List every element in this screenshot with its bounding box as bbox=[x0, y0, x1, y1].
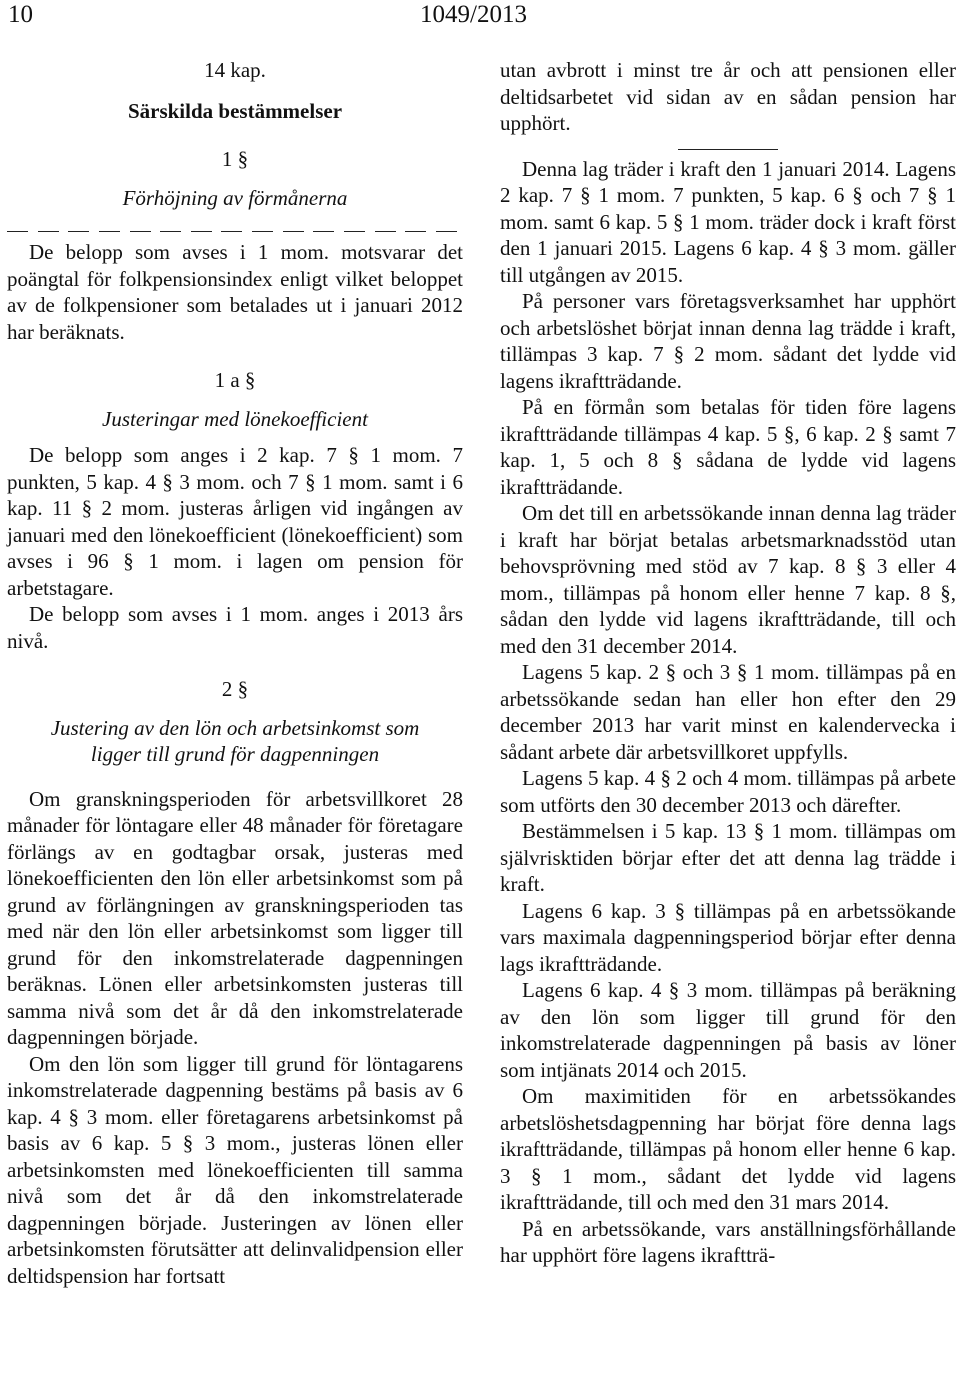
omission-dash bbox=[99, 231, 120, 239]
section-2-heading bbox=[7, 715, 463, 768]
omission-dash bbox=[405, 231, 426, 239]
entry-into-force-paragraph: Denna lag träder i kraft den 1 januari 2014. Lagens 2 kap. 7 § 1 mom. 7 punkten, 5 kap. 6 § och 7 § 1 mom. samt 6 kap. 5 § 1 mom. träder dock i kraft först den 1 januari 2015. Lagens 6 kap. 4 § 3 mom. gäller till utgången av 2015. bbox=[500, 156, 956, 287]
section-1-heading: Förhöjning av förmånerna bbox=[122, 185, 348, 210]
transitional-paragraph-5: Lagens 5 kap. 2 § och 3 § 1 mom. tillämpas på en arbetssökande sedan han eller hon efter den 29 december 2013 har varit minst en kalendervecka i sådant arbete där arbetsvillkoret uppfylls. bbox=[500, 660, 956, 764]
section-1-text: De belopp som avses i 1 mom. motsvarar det poängtal för folkpensionsindex enligt vilket beloppet av de folkpensioner som betalades ut i januari 2012 har beräknats. bbox=[7, 240, 463, 344]
omission-dash bbox=[436, 231, 457, 239]
omission-dash bbox=[160, 231, 181, 239]
omission-dash bbox=[7, 231, 28, 239]
transitional-paragraph-8: Lagens 6 kap. 3 § tillämpas på en arbetssökande vars maximala dagpenningsperiod börjar efter denna lags ikraftträdande. bbox=[500, 898, 956, 976]
omission-dash bbox=[130, 231, 151, 239]
transitional-paragraph-9: Lagens 6 kap. 4 § 3 mom. tillämpas på beräkning av den lön som ligger till grund för den inkomstrelaterade dagpenningen på basis av löner som intjänats 2014 och 2015. bbox=[500, 978, 956, 1082]
omission-dash bbox=[38, 231, 59, 239]
section-1a-heading: Justeringar med lönekoefficient bbox=[102, 406, 368, 431]
transitional-paragraph-11: På en arbetssökande, vars anställningsförhållande har upphört före lagens ikraftträ- bbox=[500, 1216, 956, 1267]
chapter-title: Särskilda bestämmelser bbox=[127, 98, 343, 123]
transitional-paragraph-7: Bestämmelsen i 5 kap. 13 § 1 mom. tillämpas om självrisktiden börjar efter det att denna lag trädde i kraft. bbox=[500, 819, 956, 896]
separator-rule bbox=[678, 149, 778, 150]
section-1a-paragraph-2: De belopp som avses i 1 mom. anges i 2013 års nivå. bbox=[7, 602, 463, 653]
transitional-paragraph-3: På en förmån som betalas för tiden före lagens ikraftträdande tillämpas 4 kap. 5 §, 6 kap. 2 § samt 7 kap. 1, 5 och 8 § sådana de lydde vid lagens ikraftträdande. bbox=[500, 395, 956, 499]
omission-dash bbox=[375, 231, 396, 239]
omission-dash bbox=[344, 231, 365, 239]
transitional-paragraph-2: På personer vars företagsverksamhet har upphört och arbetslöshet börjat innan denna lag trädde i kraft, tillämpas 3 kap. 7 § 2 mom. sådant det lydde vid lagens ikraftträdande. bbox=[500, 289, 956, 393]
section-2-heading-line-1: Justering av den lön och arbetsinkomst som bbox=[50, 715, 420, 740]
left-column bbox=[7, 57, 463, 1289]
transitional-paragraph-10: Om maximitiden för en arbetssökandes arbetslöshetsdagpenning har börjat före denna lags ikraftträdande, tillämpas på honom eller henne 6 kap. 3 § 1 mom., sådant det lydde vid lagens ikraftträdande, till och med den 31 mars 2014. bbox=[500, 1084, 956, 1214]
section-1-number: 1 § bbox=[221, 147, 249, 171]
page-number: 10 bbox=[8, 1, 33, 28]
omission-dashes bbox=[7, 223, 463, 239]
omission-dash bbox=[252, 231, 273, 239]
section-2-number: 2 § bbox=[221, 677, 249, 701]
omission-dash bbox=[313, 231, 334, 239]
omission-dash bbox=[68, 231, 89, 239]
statute-reference: 1049/2013 bbox=[420, 1, 527, 28]
omission-dash bbox=[221, 231, 242, 239]
section-2-paragraph-2: Om den lön som ligger till grund för löntagarens inkomstrelaterade dagpenning bestäms på basis av 6 kap. 4 § 3 mom. eller företagarens arbetsinkomst på basis av 6 kap. 5 § 3 mom., justeras lönen eller arbetsinkomsten med lönekoefficienten till samma nivå som det år då den inkomstrelaterade dagpenningen började. Justeringen av lönen eller arbetsinkomsten förutsätter att delinvalidpension eller deltidspension har fortsatt bbox=[7, 1051, 463, 1288]
omission-dash bbox=[191, 231, 212, 239]
section-2-paragraph-1: Om granskningsperioden för arbetsvillkoret 28 månader för löntagare eller 48 månader för företagare förlängs av en godtagbar orsak, justeras med lönekoefficienten den lön eller arbetsinkomst som på grund av förlängningen av granskningsperioden tas med när den lön eller arbetsinkomst som ligger till grund för den inkomstrelaterade dagpenningen beräknas. Lönen eller arbetsinkomsten justeras till samma nivå som det år då den inkomstrelaterade dagpenningen började. bbox=[7, 786, 463, 1049]
right-column bbox=[500, 57, 956, 1269]
section-2-heading-line-2: ligger till grund för dagpenningen bbox=[90, 742, 380, 766]
chapter-number: 14 kap. bbox=[204, 58, 266, 82]
section-1a-number: 1 a § bbox=[214, 368, 256, 392]
continued-paragraph: utan avbrott i minst tre år och att pensionen eller deltidsarbetet vid sidan av en sådan pension har upphört. bbox=[500, 58, 956, 135]
section-1a-paragraph-1: De belopp som anges i 2 kap. 7 § 1 mom. 7 punkten, 5 kap. 4 § 3 mom. och 7 § 1 mom. samt i 6 kap. 11 § 2 mom. justeras årligen vid ingången av januari med den lönekoefficient (lönekoefficient) som avses i 96 § 1 mom. i lagen om pension för arbetstagare. bbox=[7, 443, 463, 600]
transitional-paragraph-4: Om det till en arbetssökande innan denna lag träder i kraft har börjat betalas arbetsmarknadsstöd utan behovsprövning med stöd av 7 kap. 8 § 3 eller 4 mom., tillämpas på honom eller henne 7 kap. 8 §, sådan den lydde vid lagens ikraftträdande, till och med den 31 december 2014. bbox=[500, 501, 956, 658]
omission-dash bbox=[283, 231, 304, 239]
transitional-paragraph-6: Lagens 5 kap. 4 § 2 och 4 mom. tillämpas på arbete som utförts den 30 december 2013 och därefter. bbox=[500, 766, 956, 817]
